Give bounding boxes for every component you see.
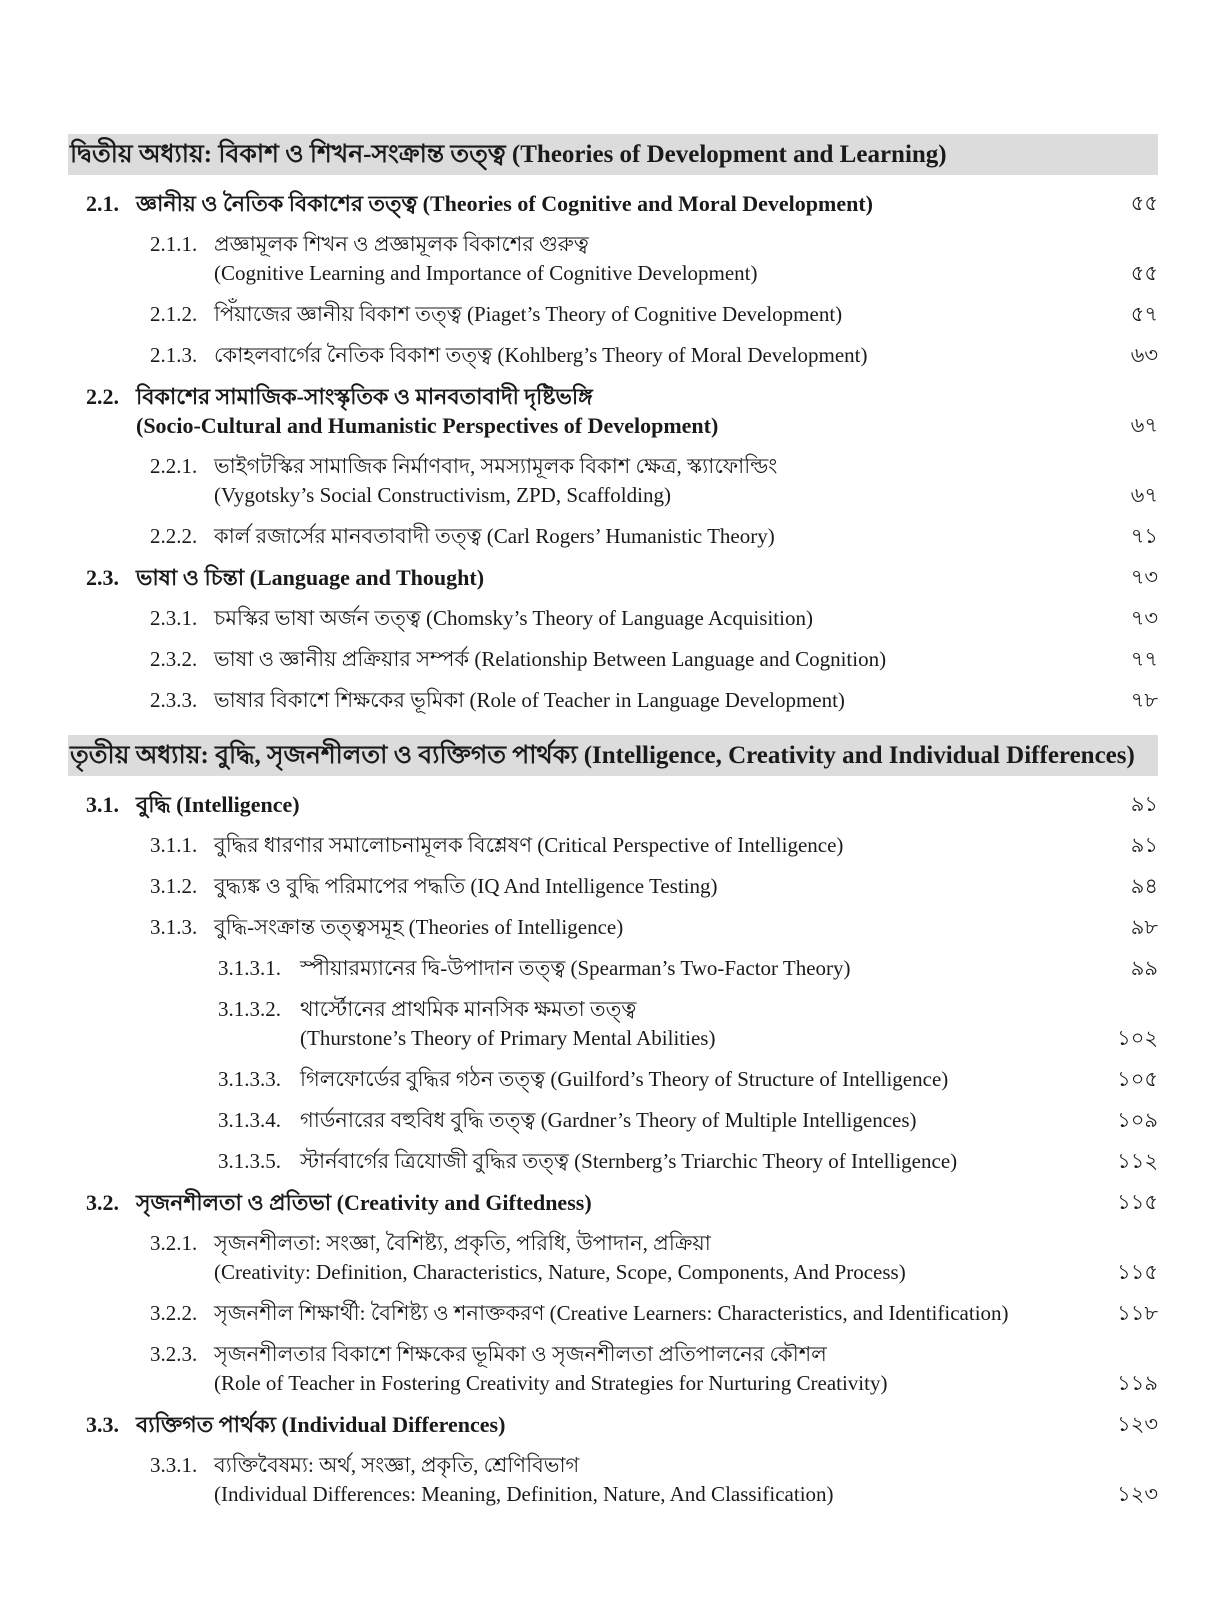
section-title (300, 1065, 1214, 1094)
page-number: ৯১ (1130, 833, 1158, 857)
section-title-line: (Creativity: Definition, Characteristics, Nature, Scope, Components, And Process) (214, 1260, 906, 1284)
toc-entry[interactable] (0, 1410, 1214, 1439)
section-title (214, 831, 1214, 860)
section-title-line: বিকাশের সামাজিক-সাংস্কৃতিক ও মানবতাবাদী দৃষ্টিভঙ্গি (136, 384, 593, 409)
section-number: 2.3.1. (150, 606, 198, 630)
section-number: 3.2.1. (150, 1231, 198, 1255)
section-title (136, 1410, 1214, 1439)
section-number: 2.1.2. (150, 302, 198, 326)
toc-entry[interactable] (0, 831, 1214, 860)
page-number: ১১২ (1117, 1149, 1158, 1173)
section-number: 2.3.2. (150, 647, 198, 671)
toc-entry[interactable] (0, 913, 1214, 942)
section-title-line: বুদ্ধি-সংক্রান্ত তত্ত্বসমূহ (Theories of Intelligence) (214, 915, 624, 939)
section-title-line: (Thurstone’s Theory of Primary Mental Abilities) (300, 1026, 716, 1050)
page-number: ১২৩ (1117, 1482, 1158, 1506)
page-number: ৯১ (1130, 792, 1158, 816)
page-number: ৭৩ (1130, 606, 1158, 630)
section-title-line: কোহলবার্গের নৈতিক বিকাশ তত্ত্ব (Kohlberg’s Theory of Moral Development) (214, 343, 868, 367)
chapter-heading: তৃতীয় অধ্যায়: বুদ্ধি, সৃজনশীলতা ও ব্যক্তিগত পার্থক্য (Intelligence, Creativity and Individual Differences) (68, 735, 1158, 776)
toc-entry[interactable] (0, 954, 1214, 983)
section-number: 3.1.3.4. (218, 1108, 281, 1132)
section-title-line: ভাইগটস্কির সামাজিক নির্মাণবাদ, সমস্যামূলক বিকাশ ক্ষেত্র, স্ক্যাফোল্ডিং (214, 454, 778, 478)
section-number: 2.2. (86, 384, 119, 409)
section-title (300, 1106, 1214, 1135)
section-title (214, 686, 1214, 715)
toc-entry-list (0, 790, 1214, 1509)
toc-entry[interactable] (0, 522, 1214, 551)
section-number: 3.1.3.2. (218, 997, 281, 1021)
section-title-line: বুদ্ধির ধারণার সমালোচনামূলক বিশ্লেষণ (Critical Perspective of Intelligence) (214, 833, 844, 857)
toc-entry[interactable] (0, 645, 1214, 674)
section-title-line: সৃজনশীলতা: সংজ্ঞা, বৈশিষ্ট্য, প্রকৃতি, পরিধি, উপাদান, প্রক্রিয়া (214, 1231, 711, 1255)
section-number: 3.1.2. (150, 874, 198, 898)
section-title-line: পিঁয়াজের জ্ঞানীয় বিকাশ তত্ত্ব (Piaget’s Theory of Cognitive Development) (214, 302, 843, 326)
section-title-line: কার্ল রজার্সের মানবতাবাদী তত্ত্ব (Carl Rogers’ Humanistic Theory) (214, 524, 775, 548)
section-title (214, 300, 1214, 329)
section-title-line: সৃজনশীলতা ও প্রতিভা (Creativity and Giftedness) (136, 1190, 592, 1215)
section-number: 3.1.3.5. (218, 1149, 281, 1173)
toc-entry[interactable] (0, 1299, 1214, 1328)
page-number: ১০৫ (1117, 1067, 1158, 1091)
section-title (214, 230, 1214, 288)
page-number: ৯৯ (1130, 956, 1158, 980)
section-title-line: থার্স্টোনের প্রাথমিক মানসিক ক্ষমতা তত্ত্ব (300, 997, 637, 1021)
section-title-line: বুদ্ধ্যঙ্ক ও বুদ্ধি পরিমাপের পদ্ধতি (IQ And Intelligence Testing) (214, 874, 718, 898)
section-title-line: সৃজনশীলতার বিকাশে শিক্ষকের ভূমিকা ও সৃজনশীলতা প্রতিপালনের কৌশল (214, 1342, 827, 1366)
section-number: 2.1.3. (150, 343, 198, 367)
toc-entry[interactable] (0, 604, 1214, 633)
page-number: ৯৪ (1130, 874, 1158, 898)
section-number: 3.1.3.3. (218, 1067, 281, 1091)
page-number: ১২৩ (1117, 1412, 1158, 1436)
toc-entry[interactable] (0, 382, 1214, 440)
chapter-heading: দ্বিতীয় অধ্যায়: বিকাশ ও শিখন-সংক্রান্ত তত্ত্ব (Theories of Development and Learning) (68, 134, 1158, 175)
page-number: ১১৫ (1117, 1190, 1158, 1214)
toc-entry[interactable] (0, 1188, 1214, 1217)
section-number: 3.1.3. (150, 915, 198, 939)
page-number: ১০৯ (1117, 1108, 1158, 1132)
section-number: 2.1.1. (150, 232, 198, 256)
toc-entry[interactable] (0, 230, 1214, 288)
page-number: ৭৮ (1130, 688, 1158, 712)
toc-entry[interactable] (0, 872, 1214, 901)
page-number: ৯৮ (1130, 915, 1158, 939)
section-title-line: প্রজ্ঞামূলক শিখন ও প্রজ্ঞামূলক বিকাশের গুরুত্ব (214, 232, 589, 256)
section-number: 3.2.3. (150, 1342, 198, 1366)
toc-entry[interactable] (0, 563, 1214, 592)
section-title (214, 522, 1214, 551)
page-number: ৫৫ (1130, 191, 1158, 215)
toc-entry[interactable] (0, 1340, 1214, 1398)
section-title (300, 995, 1214, 1053)
toc-entry[interactable] (0, 686, 1214, 715)
section-title (214, 341, 1214, 370)
section-number: 2.3. (86, 565, 119, 590)
toc-entry-list (0, 189, 1214, 715)
toc-entry[interactable] (0, 1229, 1214, 1287)
page-number: ৭১ (1130, 524, 1158, 548)
page-number: ৬৭ (1130, 483, 1158, 507)
section-number: 3.1.3.1. (218, 956, 281, 980)
page-number: ১১৮ (1117, 1301, 1158, 1325)
page-number: ১১৫ (1117, 1260, 1158, 1284)
toc-entry[interactable] (0, 341, 1214, 370)
section-title (136, 790, 1214, 819)
toc-entry[interactable] (0, 790, 1214, 819)
page-number: ১১৯ (1117, 1371, 1158, 1395)
section-title-line: জ্ঞানীয় ও নৈতিক বিকাশের তত্ত্ব (Theories of Cognitive and Moral Development) (136, 191, 873, 216)
page-number: ৭৩ (1130, 565, 1158, 589)
page-number: ৫৫ (1130, 261, 1158, 285)
section-title-line: সৃজনশীল শিক্ষার্থী: বৈশিষ্ট্য ও শনাক্তকরণ (Creative Learners: Characteristics, and Identification) (214, 1301, 1009, 1325)
section-title (214, 1340, 1214, 1398)
page-number: ৭৭ (1130, 647, 1158, 671)
section-title-line: (Role of Teacher in Fostering Creativity and Strategies for Nurturing Creativity) (214, 1371, 888, 1395)
toc-entry[interactable] (0, 189, 1214, 218)
section-number: 3.3. (86, 1412, 119, 1437)
toc-entry[interactable] (0, 1106, 1214, 1135)
section-title-line: ভাষা ও জ্ঞানীয় প্রক্রিয়ার সম্পর্ক (Relationship Between Language and Cognition) (214, 647, 887, 671)
section-title-line: চমস্কির ভাষা অর্জন তত্ত্ব (Chomsky’s Theory of Language Acquisition) (214, 606, 813, 630)
section-title (136, 1188, 1214, 1217)
toc-entry[interactable] (0, 300, 1214, 329)
section-title (136, 189, 1214, 218)
section-title-line: গার্ডনারের বহুবিধ বুদ্ধি তত্ত্ব (Gardner’s Theory of Multiple Intelligences) (300, 1108, 917, 1132)
section-title (300, 954, 1214, 983)
section-title-line: স্পীয়ারম্যানের দ্বি-উপাদান তত্ত্ব (Spearman’s Two-Factor Theory) (300, 956, 851, 980)
section-title-line: ভাষার বিকাশে শিক্ষকের ভূমিকা (Role of Teacher in Language Development) (214, 688, 845, 712)
section-title-line: গিলফোর্ডের বুদ্ধির গঠন তত্ত্ব (Guilford’s Theory of Structure of Intelligence) (300, 1067, 949, 1091)
section-title (136, 382, 1214, 440)
toc-entry[interactable] (0, 1451, 1214, 1509)
section-title (214, 1451, 1214, 1509)
toc-entry[interactable] (0, 995, 1214, 1053)
section-title (300, 1147, 1214, 1176)
section-title (214, 1229, 1214, 1287)
section-number: 2.3.3. (150, 688, 198, 712)
section-title-line: বুদ্ধি (Intelligence) (136, 792, 300, 817)
section-number: 3.3.1. (150, 1453, 198, 1477)
section-title-line: (Vygotsky’s Social Constructivism, ZPD, Scaffolding) (214, 483, 671, 507)
section-title (214, 1299, 1214, 1328)
toc-entry[interactable] (0, 1147, 1214, 1176)
toc-entry[interactable] (0, 1065, 1214, 1094)
section-number: 3.1.1. (150, 833, 198, 857)
section-title-line: স্টার্নবার্গের ত্রিযোজী বুদ্ধির তত্ত্ব (Sternberg’s Triarchic Theory of Intelligence) (300, 1149, 958, 1173)
section-number: 3.2.2. (150, 1301, 198, 1325)
section-title-line: (Cognitive Learning and Importance of Cognitive Development) (214, 261, 758, 285)
section-title-line: ভাষা ও চিন্তা (Language and Thought) (136, 565, 485, 590)
section-title-line: ব্যক্তিবৈষম্য: অর্থ, সংজ্ঞা, প্রকৃতি, শ্রেণিবিভাগ (214, 1453, 580, 1477)
section-title (214, 872, 1214, 901)
section-title (136, 563, 1214, 592)
section-title (214, 604, 1214, 633)
page-number: ৬৭ (1130, 413, 1158, 437)
section-title (214, 452, 1214, 510)
page-number: ৫৭ (1130, 302, 1158, 326)
page-number: ৬৩ (1130, 343, 1158, 367)
section-title-line: (Individual Differences: Meaning, Definition, Nature, And Classification) (214, 1482, 834, 1506)
toc-entry[interactable] (0, 452, 1214, 510)
section-number: 3.2. (86, 1190, 119, 1215)
section-number: 2.2.2. (150, 524, 198, 548)
section-title (214, 913, 1214, 942)
section-title-line: (Socio-Cultural and Humanistic Perspectives of Development) (136, 413, 719, 438)
section-number: 2.2.1. (150, 454, 198, 478)
section-title (214, 645, 1214, 674)
section-title-line: ব্যক্তিগত পার্থক্য (Individual Differences) (136, 1412, 506, 1437)
section-number: 3.1. (86, 792, 119, 817)
page-number: ১০২ (1117, 1026, 1158, 1050)
section-number: 2.1. (86, 191, 119, 216)
